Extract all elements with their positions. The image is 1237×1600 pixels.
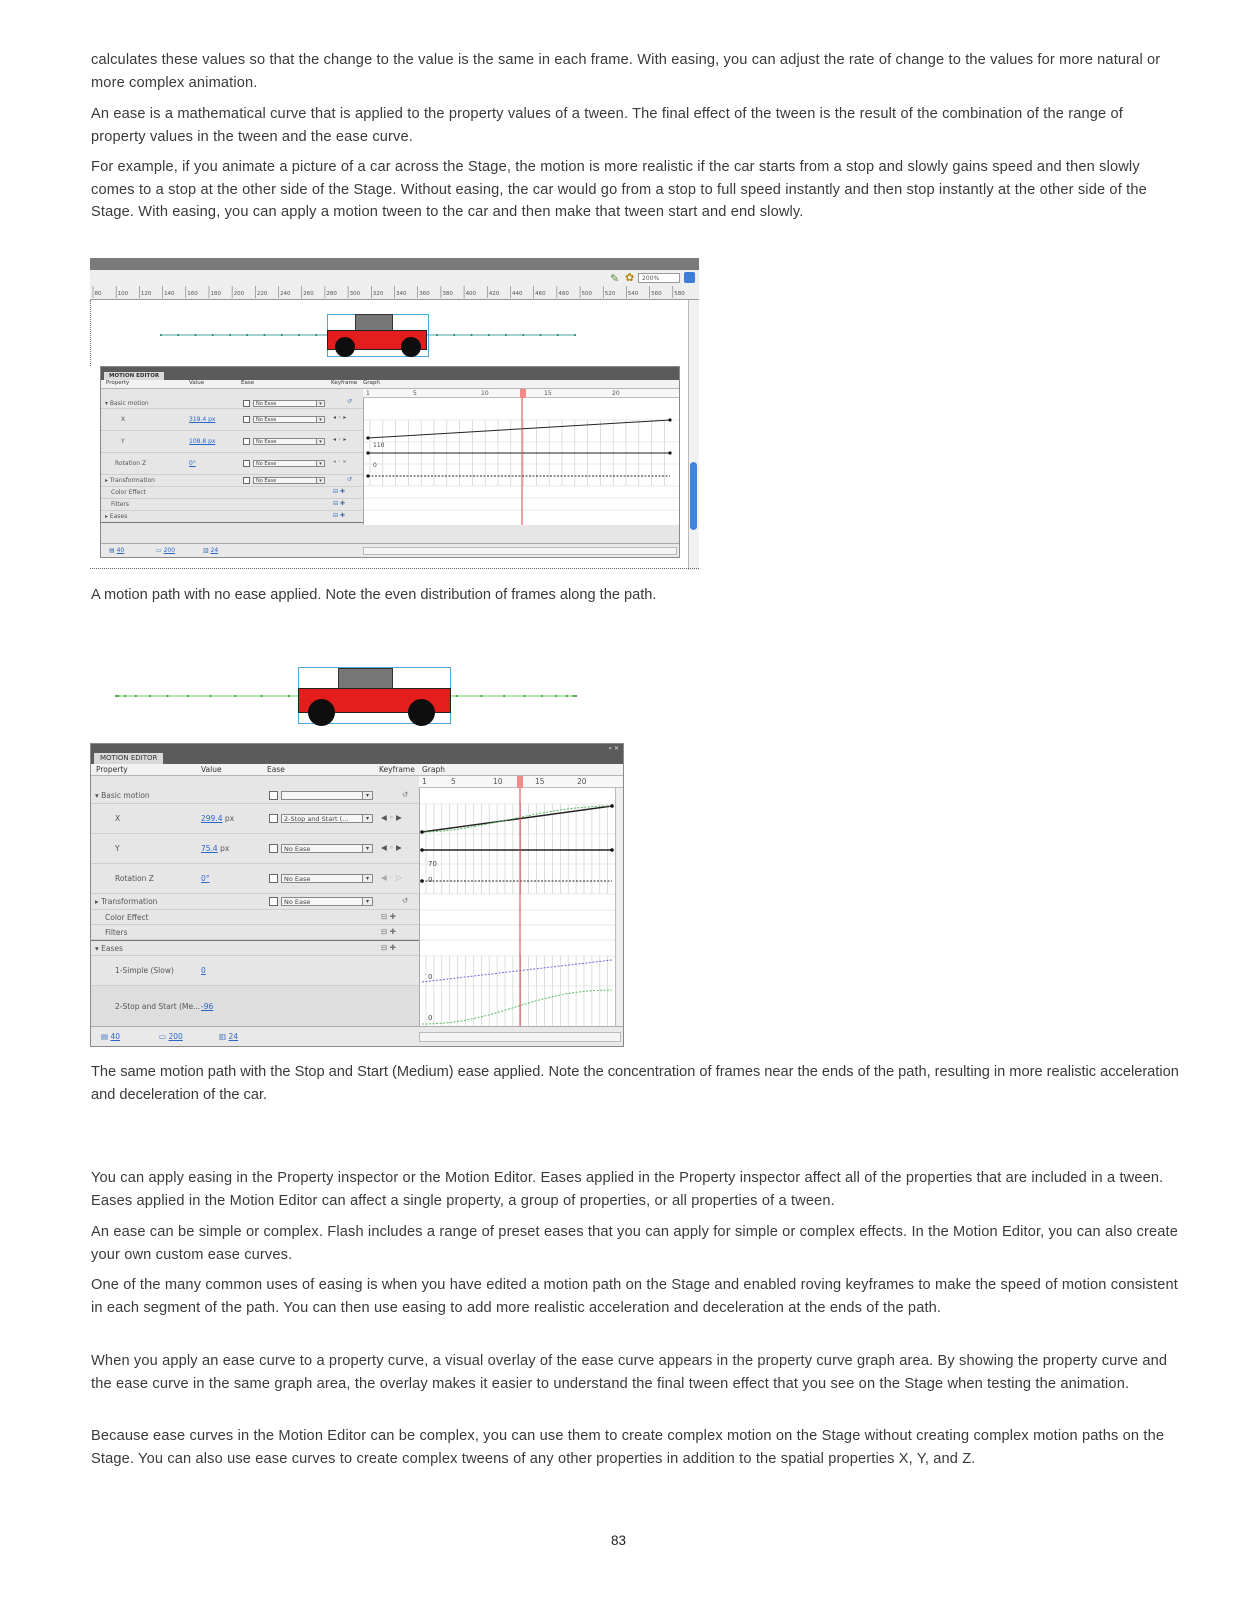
row-label: ▾ Basic motion	[105, 400, 149, 407]
header-value: Value	[189, 380, 205, 386]
motion-path-frame-dot	[160, 334, 162, 336]
motion-path-frame-dot	[573, 695, 575, 697]
paragraph-car-example: For example, if you animate a picture of a car across the Stage, the motion is more realistic if the car starts from a stop and slowly gains speed and then slowly comes to a stop at the other side of the Stage. Without easing, the car would go from a stop to full speed instantly and then stop instantly at the other side of the Stage. With easing, you can apply a motion tween to the car and then make that tween start and end slowly.	[91, 159, 1147, 220]
graph-hscrollbar[interactable]	[419, 1032, 621, 1042]
ruler-tick-label: 440	[511, 291, 523, 297]
row-label: Filters	[105, 928, 128, 937]
ease-checkbox[interactable]	[243, 416, 250, 423]
ruler-tick-label: 520	[604, 291, 616, 297]
ease-dropdown[interactable]: 2-Stop and Start (... ▾	[281, 814, 373, 823]
motion-path-frame-dot	[260, 695, 262, 697]
reset-values-icon[interactable]: ↺	[402, 790, 409, 799]
value-rotation[interactable]: 0°	[201, 874, 210, 883]
header-ease: Ease	[267, 765, 285, 774]
keyframe-point	[610, 804, 614, 808]
ease-dropdown[interactable]: No Ease ▾	[281, 897, 373, 906]
row-label: ▸ Eases	[105, 513, 128, 520]
keyframe-nav-icons[interactable]: ◀ ◦ ▶	[381, 813, 402, 822]
value-x[interactable]: 299.4 px	[201, 814, 235, 823]
motion-path-frame-dot	[187, 695, 189, 697]
frame-label: 10	[481, 390, 489, 397]
graph-value-label: 0	[373, 462, 377, 469]
caption-stop-and-start: The same motion path with the Stop and Start (Medium) ease applied. Note the concentration of frames near the ends of the path, resulting in more realistic acceleration and deceleration of the car.	[91, 1064, 1179, 1103]
graph-value-label: 0	[428, 1014, 433, 1022]
motion-editor-titlebar	[91, 744, 623, 764]
motion-path-frame-dot	[135, 695, 137, 697]
motion-path-frame-dot	[234, 695, 236, 697]
row-label: 2-Stop and Start (Me...	[115, 1002, 201, 1011]
motion-path-frame-dot	[117, 695, 119, 697]
ruler-tick-label: 100	[117, 291, 129, 297]
keyframe-point	[668, 418, 671, 421]
row-label: Rotation Z	[115, 460, 147, 467]
car-wheel-rear	[335, 337, 355, 357]
stage-scrollbar[interactable]	[688, 300, 699, 570]
motion-path-frame-dot	[166, 695, 168, 697]
keyframe-point	[420, 879, 424, 883]
row-label: Y	[121, 438, 125, 445]
row-label: Filters	[111, 501, 129, 508]
motion-path-frame-dot	[522, 334, 524, 336]
row-label: Color Effect	[111, 489, 146, 496]
row-label: 1-Simple (Slow)	[115, 966, 174, 975]
ruler-tick-label: 500	[581, 291, 593, 297]
ruler-tick-label: 80	[94, 291, 102, 297]
motion-path-frame-dot	[557, 334, 559, 336]
add-filter-icon[interactable]: ⊟ ✚	[381, 927, 396, 936]
frames-shown-control[interactable]: ▥ 24	[219, 1032, 239, 1041]
paragraph-ease-definition: An ease is a mathematical curve that is applied to the property values of a tween. The final effect of the tween is the result of the combination of the range of property values in the tween and the ease curve.	[91, 106, 1123, 145]
motion-path-frame-dot	[480, 695, 482, 697]
row-label: Y	[115, 844, 120, 853]
motion-path-frame-dot	[539, 334, 541, 336]
ruler-tick-label: 360	[419, 291, 430, 297]
ruler-tick-label: 180	[210, 291, 221, 297]
motion-path-frame-dot	[488, 334, 490, 336]
frame-label: 1	[366, 390, 370, 397]
row-label: ▸ Transformation	[105, 477, 155, 484]
motion-path-frame-dot	[566, 695, 568, 697]
reset-values-icon[interactable]: ↺	[347, 476, 353, 483]
header-property: Property	[96, 765, 128, 774]
motion-path-frame-dot	[115, 695, 117, 697]
motion-path-frame-dot	[298, 334, 300, 336]
stage-toolbar	[90, 270, 699, 300]
x-property-curve	[422, 806, 612, 832]
graph-area[interactable]	[419, 788, 615, 1028]
figure-stop-and-start	[90, 663, 624, 1047]
row-label: ▾ Basic motion	[95, 791, 150, 800]
motion-path-frame-dot	[177, 334, 179, 336]
motion-path-frame-dot	[470, 334, 472, 336]
keyframe-nav-icons[interactable]: ◀ ◦ ▷	[381, 873, 402, 882]
stage-ruler	[90, 286, 699, 299]
keyframe-nav-icons[interactable]: ◀ ◦ ▶	[381, 843, 402, 852]
frame-label: 5	[413, 390, 417, 397]
value-y[interactable]: 108.8 px	[189, 438, 216, 445]
value-ease-stop-start[interactable]: -96	[201, 1002, 214, 1011]
motion-path-frame-dot	[212, 334, 214, 336]
row-label: ▸ Transformation	[95, 897, 158, 906]
car-wheel-rear	[308, 699, 335, 726]
ruler-tick-label: 220	[256, 291, 268, 297]
motion-editor-header	[101, 380, 679, 389]
motion-editor-titlebar	[101, 367, 679, 380]
caption-no-ease: A motion path with no ease applied. Note the even distribution of frames along the path.	[91, 587, 657, 603]
ease-checkbox[interactable]	[269, 844, 278, 853]
frame-label: 10	[493, 777, 503, 786]
ruler-tick-label: 380	[442, 291, 453, 297]
motion-path-frame-dot	[149, 695, 151, 697]
header-graph: Graph	[422, 765, 446, 774]
motion-path-frame-dot	[574, 334, 576, 336]
motion-path-frame-dot	[263, 334, 265, 336]
ruler-tick-label: 140	[164, 291, 175, 297]
car-cabin	[355, 314, 393, 331]
reset-values-icon[interactable]: ↺	[347, 398, 353, 405]
keyframe-point	[420, 830, 424, 834]
graph-hscrollbar[interactable]	[363, 547, 677, 555]
motion-editor-header	[91, 764, 623, 776]
frame-label: 20	[577, 777, 587, 786]
row-label: X	[121, 416, 126, 423]
figure-no-ease	[90, 258, 699, 570]
frames-shown-control[interactable]: ▥ 24	[203, 547, 219, 554]
header-ease: Ease	[241, 380, 255, 386]
header-value: Value	[201, 765, 222, 774]
simple-slow-ease-curve	[422, 960, 612, 982]
paragraph-roving-keyframes: One of the many common uses of easing is when you have edited a motion path on the Stage and enabled roving keyframes to make the speed of motion consistent in each segment of the path. You can then use easing to add more realistic acceleration and deceleration at the ends of the path.	[91, 1277, 1178, 1316]
expanded-size-control[interactable]: ▭ 200	[156, 547, 176, 554]
graph-value-label: 110	[373, 442, 385, 449]
keyframe-point	[366, 474, 369, 477]
page-number: 83	[610, 1533, 627, 1548]
ease-dropdown[interactable]: No Ease ▾	[253, 477, 325, 484]
graph-vscrollbar[interactable]	[615, 788, 623, 1028]
stage-titlebar	[90, 258, 699, 270]
motion-path-frame-dot	[281, 334, 283, 336]
ease-dropdown[interactable]: No Ease ▾	[253, 416, 325, 423]
reset-values-icon[interactable]: ↺	[402, 896, 409, 905]
zoom-field[interactable]: 200%	[638, 273, 680, 283]
ease-dropdown[interactable]: No Ease ▾	[253, 460, 325, 467]
value-ease-simple[interactable]: 0	[201, 966, 206, 975]
stage-scroll-thumb[interactable]	[690, 462, 697, 530]
row-label: X	[115, 814, 121, 823]
value-y[interactable]: 75.4 px	[201, 844, 230, 853]
ease-checkbox[interactable]	[269, 814, 278, 823]
keyframe-point	[420, 848, 424, 852]
keyframe-point	[366, 436, 369, 439]
motion-editor-panel	[90, 743, 624, 1047]
value-x[interactable]: 319.4 px	[189, 416, 216, 423]
motion-path-frame-dot	[453, 334, 455, 336]
frame-ruler	[363, 389, 679, 398]
graph-area[interactable]	[363, 398, 679, 525]
motion-path-frame-dot	[209, 695, 211, 697]
motion-path-frame-dot	[575, 695, 577, 697]
motion-path-frame-dot	[194, 334, 196, 336]
stage-area	[90, 300, 688, 366]
header-graph: Graph	[363, 380, 380, 386]
graph-size-control[interactable]: ▤ 40	[101, 1032, 121, 1041]
row-label: Rotation Z	[115, 874, 154, 883]
motion-path-frame-dot	[541, 695, 543, 697]
ruler-tick-label: 340	[396, 291, 407, 297]
stage-bottom-border	[90, 568, 699, 569]
keyframe-point	[610, 848, 614, 852]
frame-label: 5	[451, 777, 456, 786]
ease-checkbox[interactable]	[243, 400, 250, 407]
playhead[interactable]	[520, 389, 526, 398]
motion-editor-panel	[100, 366, 680, 558]
ruler-tick-label: 240	[280, 291, 291, 297]
motion-path-frame-dot	[288, 695, 290, 697]
car-cabin	[338, 668, 393, 689]
ease-dropdown[interactable]: No Ease ▾	[281, 844, 373, 853]
edit-scene-icon[interactable]: ✿	[625, 271, 635, 284]
playhead[interactable]	[517, 776, 523, 788]
ruler-tick-label: 280	[326, 291, 337, 297]
paragraph-ease-overlay: When you apply an ease curve to a property curve, a visual overlay of the ease curve appears in the property curve graph area. By showing the property curve and the ease curve in the same graph area, the overlay makes it easier to understand the final tween effect that you see on the Stage when testing the animation.	[91, 1353, 1168, 1392]
prev-keyframe-icon[interactable]: ◂ ◦ ▸	[333, 414, 347, 421]
ruler-tick-label: 460	[535, 291, 546, 297]
edit-symbol-icon[interactable]: ✎	[610, 272, 620, 285]
ease-dropdown[interactable]: No Ease ▾	[253, 400, 325, 407]
ruler-tick-label: 580	[674, 291, 685, 297]
paragraph-ease-intro: calculates these values so that the change to the value is the same in each frame. With easing, you can adjust the rate of change to the values for more natural or more complex animation.	[91, 52, 1161, 91]
ruler-tick-label: 420	[488, 291, 500, 297]
motion-editor-footer	[91, 1026, 623, 1046]
property-curves	[364, 398, 679, 525]
x-property-curve	[368, 420, 670, 438]
car-wheel-front	[408, 699, 435, 726]
ease-checkbox[interactable]	[243, 477, 250, 484]
motion-path-frame-dot	[436, 334, 438, 336]
graph-value-label: 0	[428, 973, 433, 981]
paragraph-simple-complex: An ease can be simple or complex. Flash includes a range of preset eases that you can apply for simple or complex effects. In the Motion Editor, you can also create your own custom ease curves.	[91, 1224, 1178, 1263]
prev-keyframe-icon[interactable]: ◂ ◦ ▸	[333, 458, 347, 465]
frame-label: 20	[612, 390, 620, 397]
paragraph-apply-easing: You can apply easing in the Property inspector or the Motion Editor. Eases applied in the Property inspector affect all of the properties that are included in a tween. Eases applied in the Motion Editor can affect a single property, a group of properties, or all properties of a tween.	[91, 1170, 1164, 1209]
add-effect-icon[interactable]: ⊟ ✚	[333, 488, 345, 495]
motion-path-frame-dot	[124, 695, 126, 697]
graph-value-label: 0	[428, 876, 433, 884]
header-property: Property	[106, 380, 130, 386]
motion-path-frame-dot	[456, 695, 458, 697]
ease-dropdown[interactable]: No Ease ▾	[253, 438, 325, 445]
ruler-tick-label: 120	[140, 291, 152, 297]
motion-editor-tab[interactable]: MOTION EDITOR	[94, 753, 163, 764]
motion-editor-tab[interactable]: MOTION EDITOR	[104, 372, 164, 380]
ruler-tick-label: 200	[233, 291, 245, 297]
car-wheel-front	[401, 337, 421, 357]
expanded-size-control[interactable]: ▭ 200	[159, 1032, 183, 1041]
row-label: ▾ Eases	[95, 944, 123, 953]
ease-checkbox[interactable]	[269, 897, 278, 906]
motion-editor-footer	[101, 543, 679, 557]
add-ease-icon[interactable]: ⊟ ✚	[381, 943, 396, 952]
ruler-tick-label: 260	[303, 291, 314, 297]
add-filter-icon[interactable]: ⊟ ✚	[333, 500, 345, 507]
ease-dropdown[interactable]: No Ease ▾	[281, 874, 373, 883]
keyframe-point	[366, 451, 369, 454]
add-ease-icon[interactable]: ⊟ ✚	[333, 512, 345, 519]
frame-label: 1	[422, 777, 427, 786]
ruler-tick-label: 480	[558, 291, 569, 297]
panel-collapse-icon[interactable]: « ✕	[608, 745, 619, 752]
frame-label: 15	[535, 777, 545, 786]
ease-checkbox[interactable]	[269, 874, 278, 883]
motion-path-frame-dot	[246, 334, 248, 336]
graph-value-label: 70	[428, 860, 437, 868]
ruler-tick-label: 400	[465, 291, 477, 297]
paragraph-complex-motion: Because ease curves in the Motion Editor can be complex, you can use them to create complex motion on the Stage without creating complex motion paths on the Stage. You can also use ease curves to create complex tweens of any other properties in addition to the spatial properties X, Y, and Z.	[91, 1428, 1165, 1467]
value-rotation[interactable]: 0°	[189, 460, 196, 467]
motion-path-frame-dot	[503, 695, 505, 697]
ease-checkbox[interactable]	[243, 460, 250, 467]
motion-path-frame-dot	[229, 334, 231, 336]
motion-path-frame-dot	[315, 334, 317, 336]
property-curves	[420, 788, 615, 1028]
frame-label: 15	[544, 390, 552, 397]
prev-keyframe-icon[interactable]: ◂ ◦ ▸	[333, 436, 347, 443]
keyframe-point	[668, 451, 671, 454]
stop-and-start-ease-curve	[422, 990, 612, 1024]
header-keyframe: Keyframe	[379, 765, 415, 774]
ruler-tick-label: 160	[187, 291, 198, 297]
graph-size-control[interactable]: ▤ 40	[109, 547, 125, 554]
ruler-tick-label: 300	[349, 291, 361, 297]
row-label: Color Effect	[105, 913, 149, 922]
ruler-tick-label: 320	[372, 291, 384, 297]
header-keyframe: Keyframe	[331, 380, 358, 386]
motion-path-frame-dot	[523, 695, 525, 697]
ease-checkbox[interactable]	[269, 791, 278, 800]
ruler-tick-label: 540	[627, 291, 639, 297]
frame-ruler	[419, 776, 623, 788]
motion-path-frame-dot	[555, 695, 557, 697]
ease-checkbox[interactable]	[243, 438, 250, 445]
ease-dropdown[interactable]: ▾	[281, 791, 373, 800]
motion-path-frame-dot	[505, 334, 507, 336]
ruler-tick-label: 560	[651, 291, 662, 297]
add-effect-icon[interactable]: ⊟ ✚	[381, 912, 396, 921]
zoom-dropdown-icon[interactable]	[684, 272, 695, 283]
